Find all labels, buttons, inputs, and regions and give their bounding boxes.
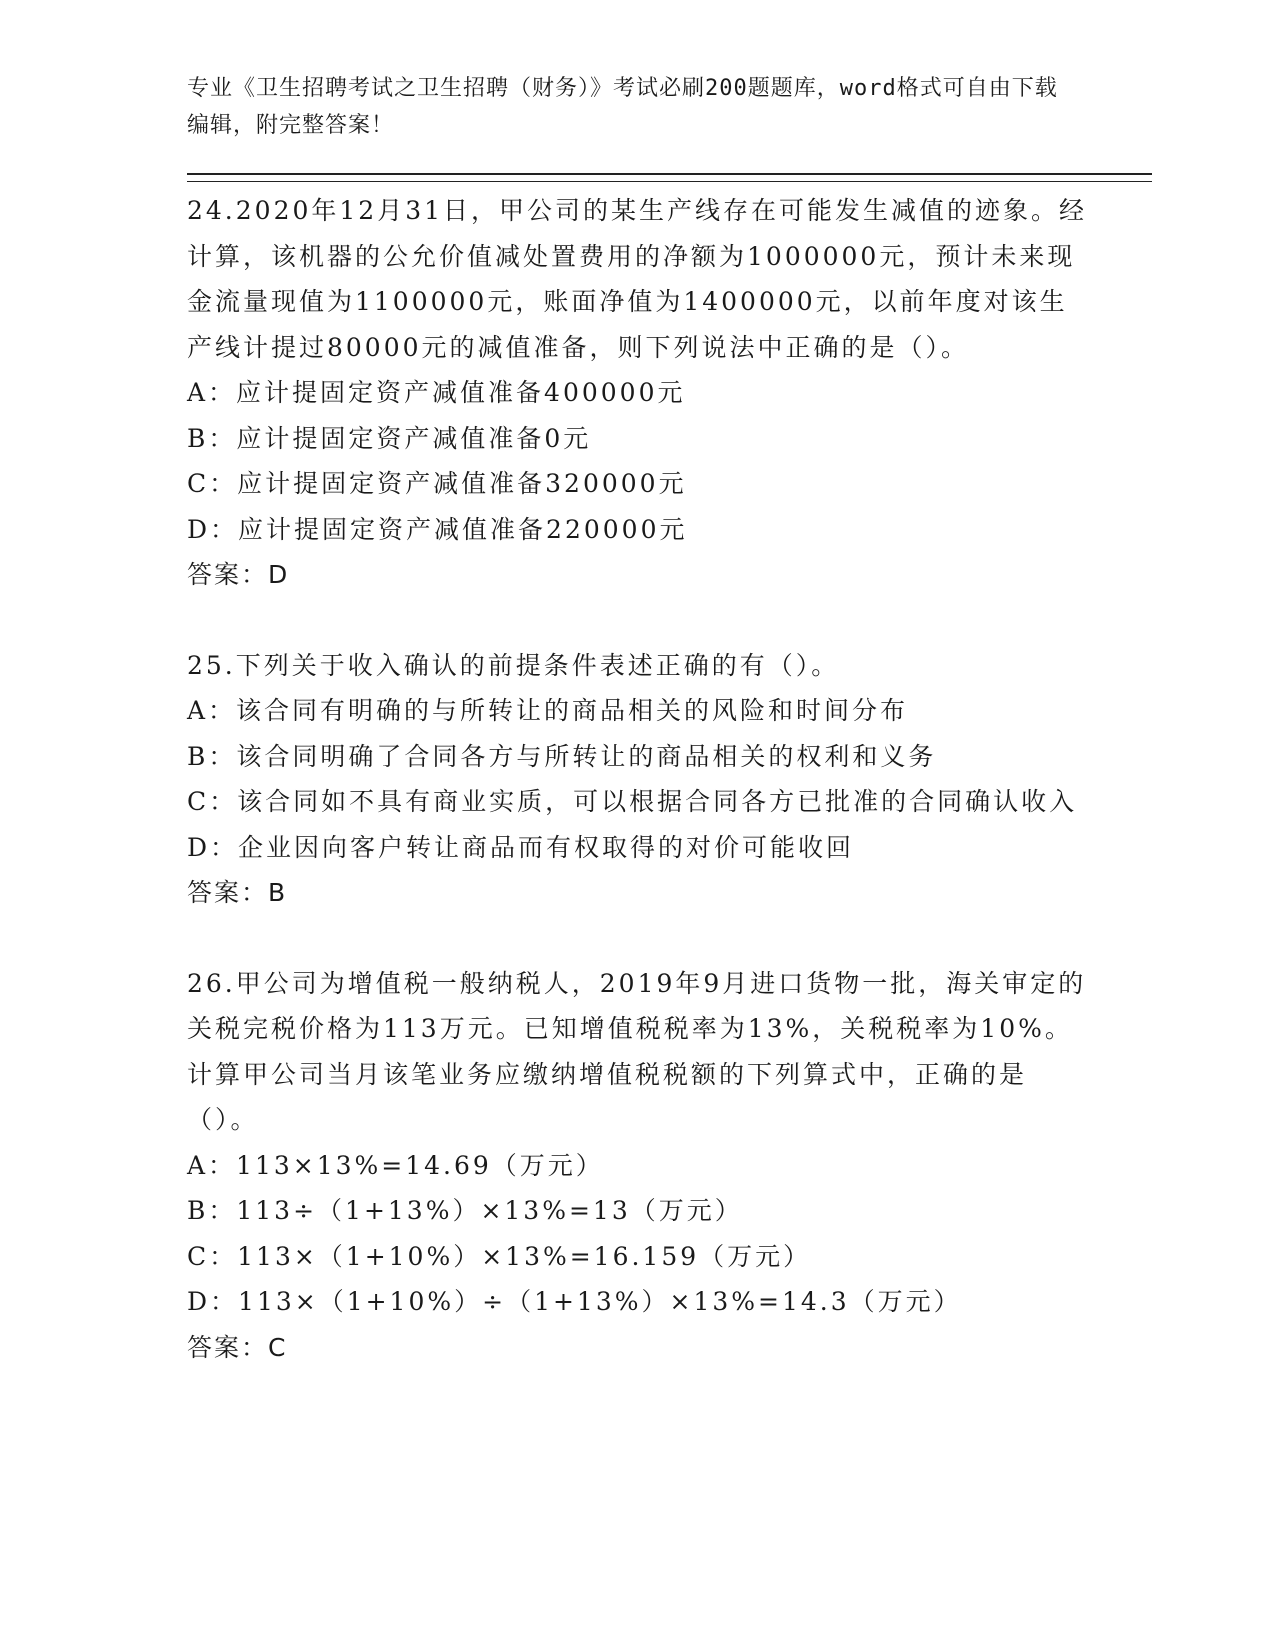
question-24 [187, 188, 1087, 598]
option-c: C：该合同如不具有商业实质，可以根据合同各方已批准的合同确认收入 [187, 787, 1078, 816]
option-a: A：113×13%=14.69（万元） [187, 1150, 604, 1180]
option-d: D：应计提固定资产减值准备220000元 [187, 514, 688, 544]
answer: 答案：D [187, 560, 290, 589]
option-b: B：该合同明确了合同各方与所转让的商品相关的权利和义务 [187, 741, 937, 771]
question-list [187, 188, 1087, 1415]
header-rule-thick [187, 173, 1152, 175]
question-26 [187, 961, 1087, 1371]
answer: 答案：B [187, 878, 288, 907]
document-header: 专业《卫生招聘考试之卫生招聘（财务）》考试必刷200题题库，word格式可自由下载编辑，附完整答案！ [187, 76, 1058, 138]
option-a: A：该合同有明确的与所转让的商品相关的风险和时间分布 [187, 696, 909, 725]
option-d: D：企业因向客户转让商品而有权取得的对价可能收回 [187, 832, 855, 862]
option-b: B：应计提固定资产减值准备0元 [187, 423, 592, 453]
answer: 答案：C [187, 1332, 288, 1362]
question-25 [187, 643, 1087, 916]
header-rule-thin [187, 181, 1152, 182]
option-c: C：113×（1+10%）×13%=16.159（万元） [187, 1241, 812, 1271]
question-stem: 25.下列关于收入确认的前提条件表述正确的有（）。 [187, 650, 840, 680]
option-c: C：应计提固定资产减值准备320000元 [187, 469, 687, 498]
question-stem: 24.2020年12月31日，甲公司的某生产线存在可能发生减值的迹象。经计算，该机器的公允价值减处置费用的净额为1000000元，预计未来现金流量现值为1100000元，账面净值为1400000元，以前年度对该生产线计提过80000元的减值准备，则下列说法中正确的是（）。 [187, 196, 1088, 362]
question-stem: 26.甲公司为增值税一般纳税人，2019年9月进口货物一批，海关审定的关税完税价格为113万元。已知增值税税率为13%，关税税率为10%。计算甲公司当月该笔业务应缴纳增值税税额的下列算式中，正确的是（）。 [187, 968, 1087, 1134]
option-b: B：113÷（1+13%）×13%=13（万元） [187, 1196, 743, 1225]
option-d: D：113×（1+10%）÷（1+13%）×13%=14.3（万元） [187, 1287, 962, 1316]
option-a: A：应计提固定资产减值准备400000元 [187, 378, 686, 407]
